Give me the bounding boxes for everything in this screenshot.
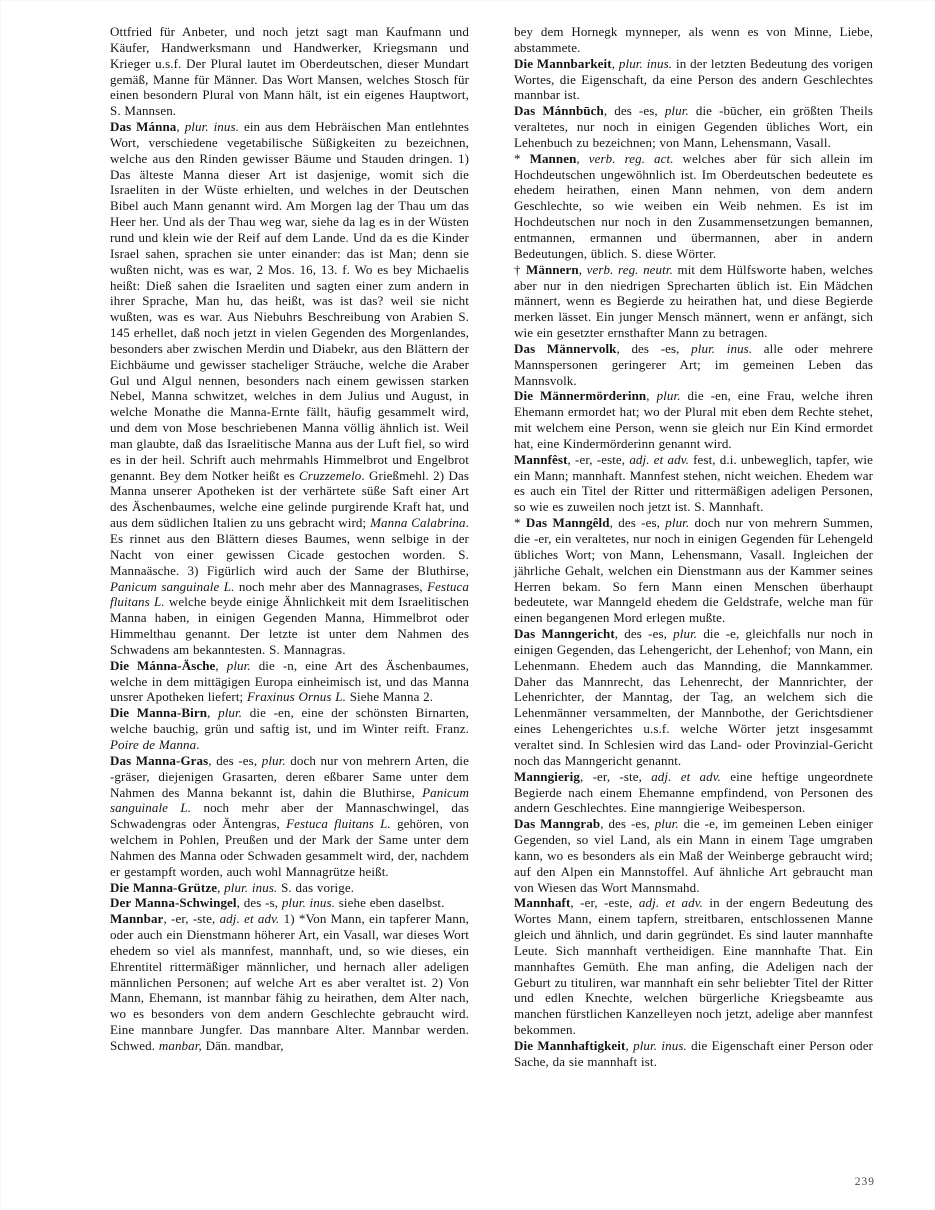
text-run: ,	[578, 261, 587, 277]
text-run: Dän. mandbar,	[201, 1038, 284, 1053]
text-run: , -er, -ste,	[580, 768, 652, 784]
text-run: , des -es,	[614, 626, 674, 642]
text-run: ,	[207, 705, 219, 721]
entry-headword: Männern	[525, 261, 579, 277]
text-run: die -būcher, ein größten Theils veraltetes, nur noch in einigen Gegenden übliches Wort, ein Lehenbuch zu bezeichnen; von Mann, Lehensmann, Vasall.	[514, 103, 873, 150]
entry-headword: Das Manna-Gras	[110, 752, 209, 768]
text-run: , des -es,	[603, 103, 665, 119]
text-run: adj. et adv.	[219, 911, 280, 927]
text-run: plur. inus.	[281, 895, 335, 911]
entry-headword: Manngierig	[514, 768, 580, 784]
text-run: ,	[646, 388, 657, 404]
text-run: plur.	[654, 816, 679, 832]
entry-headword: Das Mánnbūch	[514, 103, 604, 119]
text-run: plur.	[226, 657, 251, 673]
text-run: Cruzzemelo	[299, 467, 362, 483]
text-run: die -e, im gemeinen Leben einiger Gegenden, so viel Land, als ein Mann in einem Tage umgraben kann, wo es besonders als ein Maß der Weinberge gebraucht wird; auf den Alpen ein Mannstoffel. Auf ähnliche Art gebraucht man von Wiesen das Wort Mannsmahd.	[514, 816, 873, 895]
text-run: adj. et adv.	[629, 451, 689, 467]
text-run: die -n, eine Art des Äschenbaumes, welche in dem mittägigen Europa einheimisch ist, und das Manna unsrer Apotheken liefert;	[110, 657, 469, 705]
dictionary-paragraph	[514, 24, 873, 56]
text-run: , des -es,	[609, 515, 666, 531]
text-column-left	[110, 24, 469, 1054]
dictionary-paragraph	[514, 151, 873, 262]
text-run: .	[196, 736, 200, 752]
text-run: Manna Calabrina	[370, 515, 466, 531]
text-run: , -er, -este,	[570, 895, 639, 911]
text-run: plur.	[673, 626, 698, 642]
text-run: die Eigenschaft einer Person oder Sache, da sie mannhaft ist.	[514, 1038, 873, 1069]
text-run: noch mehr aber des Mannagrases,	[234, 578, 428, 594]
text-run: , des -s,	[236, 895, 282, 911]
text-run: gehören, von welchem in Pohlen, Preußen und der Mark der Same unter dem Nahmen des Manna oder Schwaden gesammelt wird, der, nachdem er gestampft worden, auch wohl Mannagrütze heißt.	[110, 816, 469, 879]
text-run: doch nur von mehrern Summen, die -er, ein veraltetes, nur noch in einigen Gegenden für Lehengeld übliches Wort; von Mann, Lehensmann, Vasall. Ingleichen der jährliche Gehalt, welchen ein Dienstmann aus der Kammer seines Herren bekam. So fern Mann einen Menschen überhaupt bedeutete, war Manngeld ehedem die Geldstrafe, welche man für einen begangenen Mord erlegen mußte.	[514, 515, 873, 626]
entry-headword: Das Manngericht	[514, 626, 615, 642]
entry-headword: Die Mannbarkeit	[514, 55, 612, 71]
dictionary-paragraph	[514, 769, 873, 817]
entry-headword: Mannen	[529, 150, 577, 166]
text-run: verb. reg. act.	[588, 150, 674, 166]
text-run: Siehe Manna 2.	[345, 689, 434, 705]
dictionary-paragraph	[110, 880, 469, 896]
text-run: S. das vorige.	[277, 879, 355, 895]
dictionary-paragraph	[514, 816, 873, 895]
text-run: alle oder mehrere Mannspersonen geringerer Art; im gemeinen Leben das Mannsvolk.	[514, 340, 873, 388]
text-run: die -en, eine der schönsten Birnarten, welche bauchig, grün und saftig ist, und im Winter reift. Franz.	[110, 705, 469, 737]
text-run: plur. inus.	[184, 119, 240, 135]
dictionary-paragraph	[110, 911, 469, 1054]
text-run: plur. inus.	[691, 340, 753, 356]
dictionary-paragraph	[110, 658, 469, 706]
text-run: die -en, eine Frau, welche ihren Ehemann ermordet hat; wo der Plural mit eben dem Rechte stehet, mit welchem eine Person, wenn sie gleich nur Ein Kind ermordet hat, eine Kindermörderinn genannt wird.	[514, 388, 873, 451]
dictionary-paragraph	[110, 753, 469, 880]
entry-headword: Das Mánna	[110, 119, 177, 135]
dictionary-paragraph	[514, 626, 873, 769]
entry-headword: Die Mannhaftigkeit	[514, 1038, 626, 1053]
text-run: , des -es,	[208, 752, 262, 768]
text-run: plur.	[665, 515, 690, 531]
text-run: *	[514, 515, 526, 531]
dictionary-paragraph	[514, 452, 873, 515]
entry-headword: Die Mánna-Äsche	[110, 657, 216, 673]
text-run: Festuca fluitans L.	[286, 816, 391, 832]
text-run: verb. reg. neutr.	[586, 261, 673, 277]
text-run: Poire de Manna	[110, 736, 197, 752]
text-run: 1) *Von Mann, ein tapferer Mann, oder auch ein Dienstmann höherer Art, ein Vasall, war dieses Wort ehedem so viel als mannfest, mannhaft, und, so wie dieses, ein Ehrentitel rittermäßiger männlicher, und hernach aller adeligen männlichen Personen; auf welche Art es aber veraltet ist. 2) Von Mann, Ehemann, ist mannbar fähig zu heirathen, dem Alter nach, wo es besonders von dem andern Geschlechte gebraucht wird. Eine mannbare Jungfer. Das mannbare Alter. Mannbar werden. Schwed.	[110, 911, 469, 1053]
text-run: Ottfried für Anbeter, und noch jetzt sagt man Kaufmann und Käufer, Handwerksmann und Handwerker, Kriegsmann und Krieger u.s.f. Der Plural lautet im Oberdeutschen, dieser Mundart gemäß, Manne für Männer. Das Wort Mansen, welches Stosch für einen besondern Plural von Mann hält, ist ein eigenes Hauptwort, S. Mannsen.	[110, 24, 469, 119]
text-run: †	[514, 261, 526, 277]
text-run: Festuca fluitans L.	[110, 578, 469, 610]
text-run: ,	[611, 55, 619, 71]
entry-headword: Das Manngrab	[514, 816, 601, 832]
text-run: . Es rinnet aus den Blättern dieses Baumes, wenn selbige in der Nacht von einer gewissen Cicade gestochen worden. S. Mannaäsche. 3) Figürlich wird auch der Same der Bluthirse,	[110, 515, 469, 578]
text-run: ,	[215, 657, 227, 673]
text-run: , des -es,	[616, 340, 692, 356]
text-run: doch nur von mehrern Arten, die -gräser, diejenigen Grasarten, deren eßbarer Same unter dem Nahmen des Manna bekannt ist, dahin die Bluthirse,	[110, 752, 469, 800]
dictionary-paragraph	[514, 262, 873, 341]
text-run: in der letzten Bedeutung des vorigen Wortes, die Eigenschaft, da eine Person des andern Geschlechtes mannbar ist.	[514, 55, 874, 103]
entry-headword: Mannhaft	[514, 895, 571, 911]
text-run: , -er, -este,	[567, 451, 630, 467]
dictionary-paragraph	[514, 1038, 873, 1070]
text-run: ,	[176, 119, 185, 135]
dictionary-paragraph	[514, 388, 873, 451]
dictionary-paragraph	[110, 24, 469, 119]
text-run: Fraxinus Ornus L.	[247, 689, 346, 705]
dictionary-paragraph	[514, 515, 873, 626]
text-run: in der engern Bedeutung des Wortes Mann, einem tapfern, streitbaren, entschlossenen Manne gleich und ähnlich, und darin gegründet. Es sind lauter mannhafte Leute. Sich mannhaft vertheidigen. Eine mannhafte That. Ein mannhaftes Gemüth. Ehe man anfing, die Adeligen nach der Geburt zu tituliren, war mannhaft ein sehr beliebter Titel der Ritter und edlen Knechte, welchen bürgerliche Kriegsbeamte aus manchen fürstlichen Kanzelleyen noch jetzt, adelige aber mannfest bekommen.	[514, 895, 873, 1038]
entry-headword: Mannbar	[110, 911, 164, 927]
text-run: fest, d.i. unbeweglich, tapfer, wie ein Mann; mannhaft. Mannfest stehen, nicht weichen. Ehedem war es auch ein Titel der Ritter und rittermäßigen adeligen Personen, so wie es zuweilen noch jetzt ist. S. Mannhaft.	[514, 451, 873, 515]
dictionary-paragraph	[514, 895, 873, 1038]
entry-headword: Das Männervolk	[514, 340, 617, 356]
entry-headword: Der Manna-Schwingel	[110, 895, 237, 911]
entry-headword: Die Manna-Birn	[110, 705, 208, 721]
text-run: plur.	[664, 103, 689, 119]
text-run: , des -es,	[600, 816, 655, 832]
entry-headword: Das Manngêld	[525, 515, 610, 531]
dictionary-paragraph	[514, 103, 873, 151]
text-run: ,	[625, 1038, 634, 1053]
text-run: Panicum sanguinale L.	[110, 578, 235, 594]
text-run: ,	[217, 879, 225, 895]
text-run: plur.	[261, 752, 286, 768]
text-run: siehe eben daselbst.	[334, 895, 445, 911]
entry-headword: Mannfêst	[514, 451, 568, 467]
text-run: *	[514, 150, 530, 166]
text-run: adj. et adv.	[638, 895, 703, 911]
text-run: adj. et adv.	[651, 768, 722, 784]
page-number: 239	[854, 1176, 875, 1188]
text-run: plur. inus.	[633, 1038, 687, 1053]
dictionary-paragraph	[110, 705, 469, 753]
text-run: plur. inus.	[618, 55, 673, 71]
text-run: plur. inus.	[224, 879, 278, 895]
text-run: , -er, -ste,	[163, 911, 220, 927]
text-run: ,	[576, 150, 589, 166]
dictionary-paragraph	[514, 341, 873, 389]
text-run: plur.	[218, 705, 243, 721]
text-run: welches aber für sich allein im Hochdeutschen ungewöhnlich ist. Im Oberdeutschen bedeutete es ehedem heirathen, einen Mann nehmen, von dem andern Geschlechte, so wie weiben ein Weib nehmen. Es ist im Hochdeutschen nur noch in den Zusammensetzungen bemannen, entmannen, ermannen und übermannen, aber in andern Bedeutungen, üblich. S. diese Wörter.	[514, 150, 873, 261]
text-run: . Grießmehl. 2) Das Manna unserer Apotheken ist der verhärtete süße Saft einer Art des Äschenbaumes, welche eine gelinde purgirende Kraft hat, und aus dem südlichen Italien zu uns gebracht wird;	[110, 467, 469, 531]
text-run: noch mehr aber der Mannaschwingel, das Schwadengras oder Äntengras,	[110, 800, 469, 832]
entry-headword: Die Männermörderinn	[514, 388, 647, 404]
text-run: eine heftige ungeordnete Begierde nach einem Ehemanne empfindend, von Personen des andern Geschlechtes. Eine manngierige Weibesperson.	[514, 768, 873, 816]
dictionary-paragraph	[514, 56, 873, 104]
dictionary-paragraph	[110, 895, 469, 911]
text-run: welche beyde einige Ähnlichkeit mit dem Israelitischen Manna haben, in einigen Gegenden Manna, Himmelbrot oder Himmelthau genannt. Der letzte ist unter dem Nahmen des Schwadens am bekanntesten. S. Mannagras.	[110, 594, 469, 657]
text-run: bey dem Hornegk mynneper, als wenn es von Minne, Liebe, abstammete.	[514, 24, 873, 55]
dictionary-paragraph	[110, 119, 469, 658]
text-run: plur.	[656, 388, 681, 404]
text-run: Panicum sanguinale L.	[110, 784, 469, 816]
text-run: mit dem Hülfsworte haben, welches aber nur in den niedrigen Sprecharten üblich ist. Ein Mädchen männert, wenn es Begierde zu heirathen hat, und diese Begierde merken lässet. Ein junger Mensch männert, wenn er anfängt, sich wie ein gesetzter ernsthafter Mann zu betragen.	[514, 261, 874, 341]
entry-headword: Die Manna-Grütze	[110, 879, 218, 895]
text-run: manbar,	[158, 1038, 202, 1053]
text-run: die -e, gleichfalls nur noch in einigen Gegenden, das Lehengericht, der Lehenhof; von Mann, ein Lehenmann. Ehedem auch das Mannding, die Mannkammer. Daher das Mannrecht, das Lehenrecht, der Mannrichter, der Lehenrichter, der Manntag, der Tag, an welchem sich die Lehenmänner versammelten, der Mannbothe, der Gerichtsdiener eines Lehengerichtes u.s.f. welche Wörter jetzt insgesammt veraltet sind. In Schlesien wird das Land- oder Provinzial-Gericht noch das Manngericht genannt.	[514, 626, 874, 768]
text-column-right	[514, 24, 873, 1070]
text-run: ein aus dem Hebräischen Man entlehntes Wort, verschiedene vegetabilische Süßigkeiten zu bezeichnen, welche aus den Rinden gewisser Bäume und Stauden dringen. 1) Das älteste Manna dieser Art ist dasjenige, womit sich die Israeliten in der Wüste erhielten, und welches in der Deutschen Bibel auch Mann genannt wird. Am Morgen lag der Thau um das Heer her. Und als der Thau weg war, siehe da lag es in der Wüsten rund und klein wie der Reif auf dem Lande. Und da es die Kinder Israel sahen, sprachen sie unter einander: das ist Man; denn sie wußten nicht, was es war, 2 Mos. 16, 13. f. Wo es bey Michaelis heißt: Dieß sahen die Israeliten und sagten einer zum andern in ihrer Sprache, Man hu, das heißt, was ist das? weil sie nicht wußten, was es war. Aus Niebuhrs Beschreibung von Arabien S. 145 erhellet, daß noch jetzt in vielen Gegenden des Morgenlandes, besonders aber zwischen Merdin und Diabekr, aus den Blättern der Eichbäume und gewisser stacheliger Sträuche, welche die Araber Gul und Algul nennen, besonders nach einem gewissen starken Nebel, Manna schwitzet, welches in dem Julius und August, in welche Monathe die Manna-Ernte fällt, häufig gesammelt wird, und dem von Mose beschriebenen Manna völlig ähnlich ist. Weil man glaubte, daß das Israelitische Manna aus der Luft fiel, so wird es in der heil. Schrift auch mehrmahls Himmelbrot und Engelbrot genannt. Bey dem Notker heißt es	[110, 119, 469, 483]
